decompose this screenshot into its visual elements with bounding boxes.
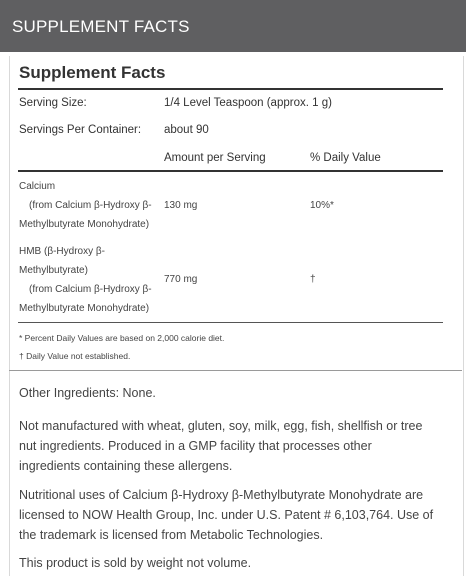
servings-per-container-value: about 90 <box>164 124 209 136</box>
nutrient-name-line: Methylbutyrate) <box>19 265 88 276</box>
serving-size-label: Serving Size: <box>19 97 87 109</box>
nutrient-name-line: (from Calcium β-Hydroxy β- <box>29 200 152 211</box>
allergen-line: Not manufactured with wheat, gluten, soy, milk, egg, fish, shellfish or tree <box>19 419 423 433</box>
allergen-statement <box>19 416 459 476</box>
license-line: licensed to NOW Health Group, Inc. under U.S. Patent # 6,103,764. Use of <box>19 508 434 522</box>
allergen-line: nut ingredients. Produced in a GMP facility that processes other <box>19 439 372 453</box>
footnote-daily-values: * Percent Daily Values are based on 2,000 calorie diet. <box>19 333 225 343</box>
allergen-line: ingredients containing these allergens. <box>19 459 233 473</box>
nutrient-daily-value: 10%* <box>310 200 334 211</box>
column-header-amount: Amount per Serving <box>164 152 266 164</box>
header-rule <box>18 170 443 172</box>
nutrient-amount: 770 mg <box>164 274 198 285</box>
servings-per-container-label: Servings Per Container: <box>19 124 142 136</box>
supplement-facts-table <box>18 60 443 368</box>
section-header[interactable] <box>0 0 466 52</box>
license-statement <box>19 485 459 545</box>
serving-size-value: 1/4 Level Teaspoon (approx. 1 g) <box>164 97 332 109</box>
weight-note: This product is sold by weight not volume. <box>19 556 252 570</box>
nutrient-name-line: (from Calcium β-Hydroxy β- <box>29 284 152 295</box>
nutrient-amount: 130 mg <box>164 200 198 211</box>
nutrient-name-line: Calcium <box>19 181 56 192</box>
footnote-not-established: † Daily Value not established. <box>19 351 131 361</box>
section-header-title: SUPPLEMENT FACTS <box>12 17 190 36</box>
nutrient-name-line: Methylbutyrate Monohydrate) <box>19 303 150 314</box>
section-divider <box>9 370 462 371</box>
nutrient-name-line: HMB (β-Hydroxy β- <box>19 246 105 257</box>
other-ingredients: Other Ingredients: None. <box>19 386 156 400</box>
license-line: Nutritional uses of Calcium β-Hydroxy β-Methylbutyrate Monohydrate are <box>19 488 424 502</box>
nutrient-daily-value: † <box>310 274 316 285</box>
column-header-daily-value: % Daily Value <box>310 152 381 164</box>
rows-rule <box>18 322 443 323</box>
license-line: the trademark is licensed from Metabolic Technologies. <box>19 528 324 542</box>
nutrient-name-line: Methylbutyrate Monohydrate) <box>19 219 150 230</box>
facts-title: Supplement Facts <box>19 63 166 82</box>
title-rule <box>18 88 443 90</box>
